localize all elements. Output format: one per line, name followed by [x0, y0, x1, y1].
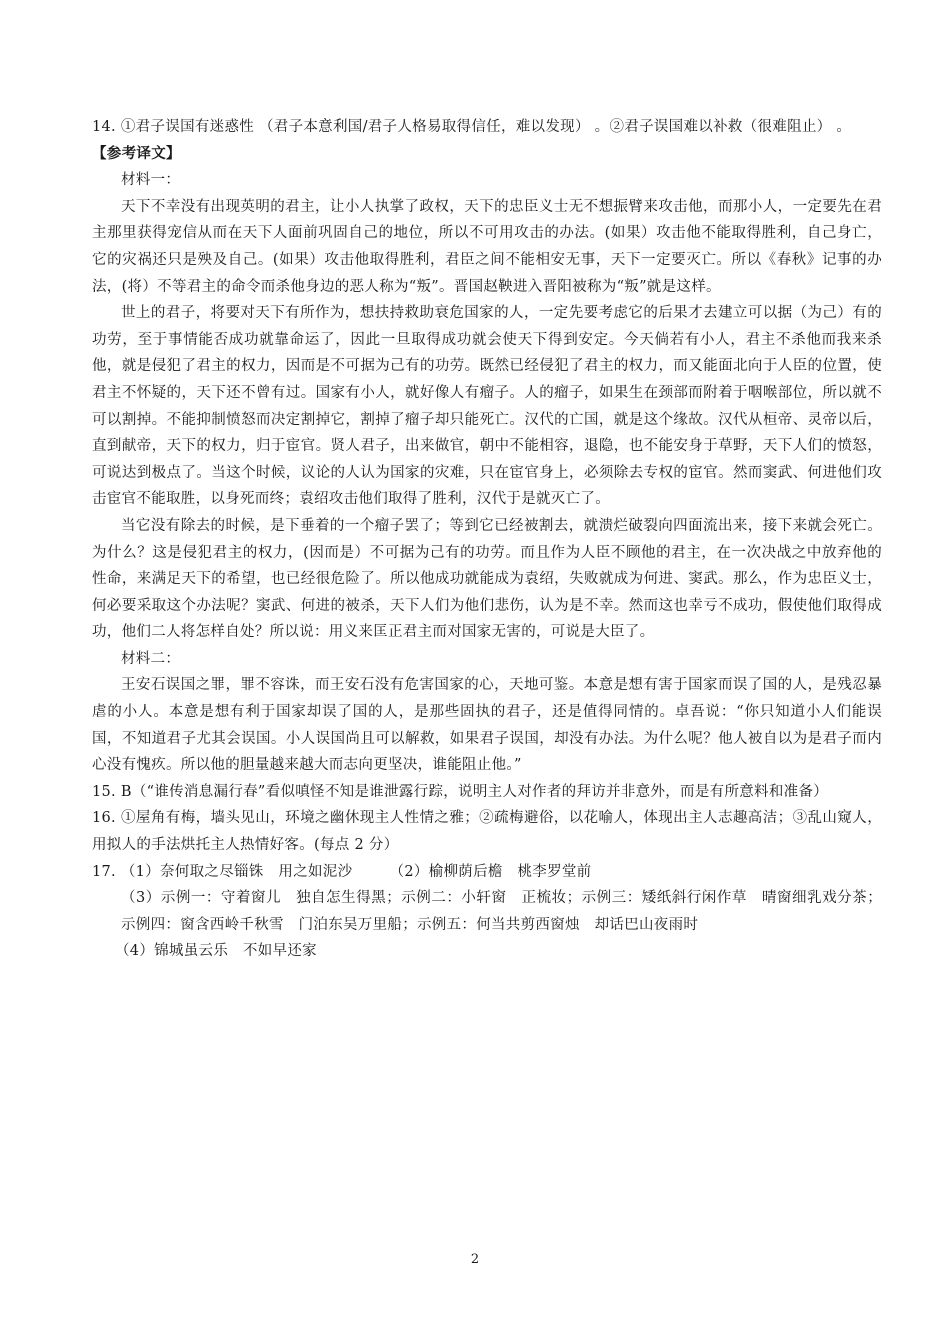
material-two-paragraph: 王安石误国之罪，罪不容诛，而王安石没有危害国家的心，天地可鉴。本意是想有害于国家而误了国的人，是残忍暴虐的小人。本意是想有利于国家却误了国的人，是那些固执的君子，还是值得同情的。卓吾说：“你只知道小人们能误国，不知道君子尤其会误国。小人误国尚且可以解救，如果君子误国，却没有办法。为什么呢？他人被自以为是君子而内心没有愧疚。所以他的胆量越来越大而志向更坚决，谁能阻止他。”: [92, 677, 882, 774]
answer-q17-part3: （3）示例一：守着窗儿 独自怎生得黑；示例二：小轩窗 正梳妆；示例三：矮纸斜行闲作草 晴窗细乳戏分茶；示例四：窗含西岭千秋雪 门泊东吴万里船；示例五：何当共剪西窗烛 却话巴山夜雨时: [121, 890, 882, 933]
material-one-paragraph-1: 天下不幸没有出现英明的君主，让小人执掌了政权，天下的忠臣义士无不想振臂来攻击他，而那小人，一定要先在君主那里获得宠信从而在天下人面前巩固自己的地位，所以不可用攻击的办法。(如果）攻击他不能取得胜利，自己身亡，它的灾祸还只是殃及自己。(如果）攻击他取得胜利，君臣之间不能相安无事，天下一定要灭亡。所以《春秋》记事的办法，(将）不等君主的命令而杀他身边的恶人称为“叛”。晋国赵鞅进入晋阳被称为“叛”就是这样。: [92, 198, 882, 295]
answer-q17-part1-2: 17. （1）奈何取之尽锱铢 用之如泥沙 （2）榆柳荫后檐 桃李罗堂前: [92, 863, 592, 880]
material-two-label: 材料二：: [121, 650, 181, 667]
reference-translation-heading: 【参考译文】: [92, 144, 181, 162]
material-one-paragraph-3: 当它没有除去的时候，是下垂着的一个瘤子罢了；等到它已经被割去，就溃烂破裂向四面流出来，接下来就会死亡。为什么？这是侵犯君主的权力，(因而是）不可据为己有的功劳。而且作为人臣不顾他的君主，在一次决战之中放弃他的性命，来满足天下的希望，也已经很危险了。所以他成功就能成为袁绍，失败就成为何进、窦武。那么，作为忠臣义士，何必要采取这个办法呢？窦武、何进的被杀，天下人们为他们悲伤，认为是不幸。然而这也幸亏不成功，假使他们取得成功，他们二人将怎样自处？所以说：用义来匡正君主而对国家无害的，可说是大臣了。: [92, 517, 882, 641]
answer-q16: 16. ①屋角有梅，墙头见山，环境之幽休现主人性情之雅；②疏梅避俗，以花喻人，体现出主人志趣高洁；③乱山窥人，用拟人的手法烘托主人热情好客。(每点 2 分）: [92, 810, 882, 854]
answer-key-body: [92, 114, 882, 965]
material-one-label: 材料一：: [121, 172, 181, 189]
answer-q14: 14. ①君子误国有迷惑性 （君子本意利国/君子人格易取得信任，难以发现） 。②君子误国难以补救（很难阻止） 。: [92, 119, 852, 135]
answer-q15: 15. B（“谁传消息漏行春”看似嗔怪不知是谁泄露行踪，说明主人对作者的拜访并非意外，而是有所意料和准备）: [92, 783, 829, 800]
answer-q17-part4: （4）锦城虽云乐 不如早还家: [115, 943, 317, 960]
page-number: 2: [470, 1252, 480, 1267]
material-one-paragraph-2: 世上的君子，将要对天下有所作为，想扶持救助衰危国家的人，一定先要考虑它的后果才去建立可以据（为己）有的功劳，至于事情能否成功就靠命运了，因此一旦取得成功就会使天下得到安定。今天倘若有小人，君主不杀他而我来杀他，就是侵犯了君主的权力，因而是不可据为己有的功劳。既然已经侵犯了君主的权力，而又能面北向于人臣的位置，使君主不怀疑的，天下还不曾有过。国家有小人，就好像人有瘤子。人的瘤子，如果生在颈部而附着于咽喉部位，所以就不可以割掉。不能抑制愤怒而决定割掉它，割掉了瘤子却只能死亡。汉代的亡国，就是这个缘故。汉代从桓帝、灵帝以后，直到献帝，天下的权力，归于宦官。贤人君子，出来做官，朝中不能相容，退隐，也不能安身于草野，天下人们的愤怒，可说达到极点了。当这个时候，议论的人认为国家的灾难，只在宦官身上，必须除去专权的宦官。然而窦武、何进他们攻击宦官不能取胜，以身死而终；袁绍攻击他们取得了胜利，汉代于是就灭亡了。: [92, 305, 882, 508]
